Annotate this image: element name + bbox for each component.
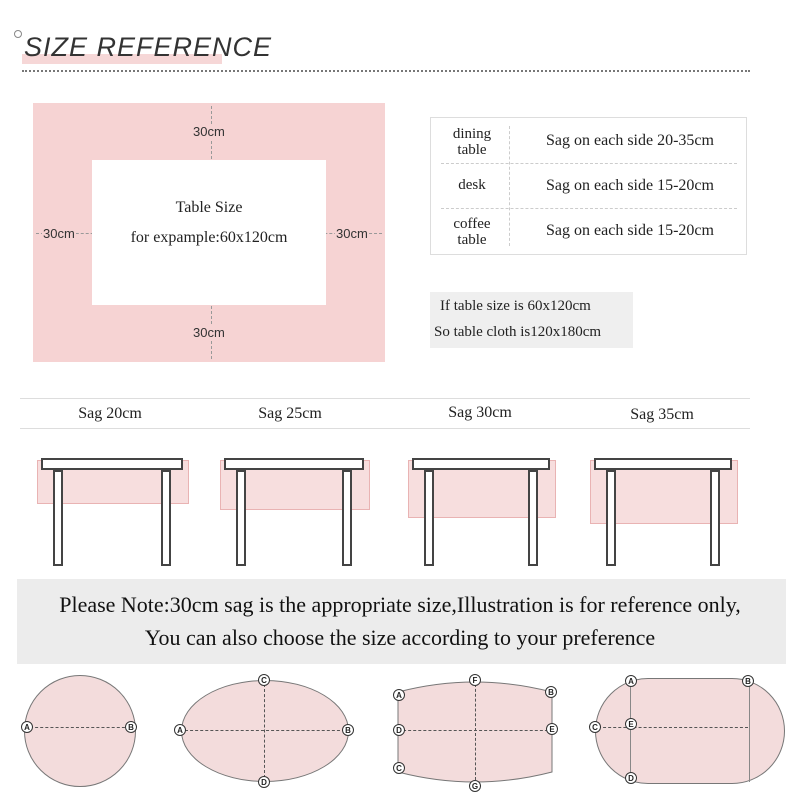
title-bullet-icon — [14, 30, 22, 38]
example-box — [430, 292, 633, 348]
marker-c: C — [589, 721, 601, 733]
sag-band-top-border — [20, 398, 750, 399]
table-leg — [424, 470, 434, 566]
table-top — [41, 458, 183, 470]
table-row — [431, 118, 746, 163]
marker-a: A — [174, 724, 186, 736]
table-leg — [342, 470, 352, 566]
table-illustration-sag-30 — [408, 456, 560, 568]
left-measure-label: 30cm — [43, 226, 75, 241]
length-line — [185, 730, 345, 731]
table-top — [224, 458, 364, 470]
width-line — [264, 684, 265, 778]
table-row — [431, 163, 746, 208]
oblong-tablecloth-shape — [595, 678, 785, 784]
left-arc-boundary — [630, 680, 631, 782]
row-type-line1: desk — [458, 177, 486, 193]
table-leg — [161, 470, 171, 566]
row-type-line2: table — [457, 142, 487, 158]
table-size-example: for expample:60x120cm — [92, 229, 326, 247]
marker-a: A — [21, 721, 33, 733]
table-top — [412, 458, 550, 470]
marker-e: E — [625, 718, 637, 730]
example-line2: So table cloth is120x180cm — [434, 324, 602, 340]
sag-band-bottom-border — [20, 428, 750, 429]
row-description: Sag on each side 20-35cm — [546, 132, 714, 149]
table-leg — [236, 470, 246, 566]
marker-g: G — [469, 780, 481, 792]
marker-a: A — [625, 675, 637, 687]
note-line2: You can also choose the size according to your preference — [144, 625, 656, 650]
table-row — [431, 208, 746, 253]
round-tablecloth-shape — [24, 675, 136, 787]
top-measure-label: 30cm — [193, 124, 225, 139]
marker-e: E — [546, 723, 558, 735]
marker-b: B — [342, 724, 354, 736]
sag-label-20: Sag 20cm — [78, 405, 142, 422]
sag-label-35: Sag 35cm — [630, 406, 694, 423]
table-illustration-sag-25 — [220, 456, 372, 568]
sag-label-25: Sag 25cm — [258, 405, 322, 422]
page-title: SIZE REFERENCE — [24, 32, 273, 62]
row-description: Sag on each side 15-20cm — [546, 222, 714, 239]
note-line1: Please Note:30cm sag is the appropriate size,Illustration is for reference only, — [59, 592, 741, 617]
table-top — [594, 458, 732, 470]
table-illustration-sag-35 — [590, 456, 742, 568]
example-line1: If table size is 60x120cm — [440, 298, 591, 314]
width-line — [475, 684, 476, 780]
marker-c: C — [258, 674, 270, 686]
marker-a: A — [393, 689, 405, 701]
sag-label-30: Sag 30cm — [448, 404, 512, 421]
title-divider — [22, 70, 750, 72]
marker-d: D — [258, 776, 270, 788]
marker-d: D — [625, 772, 637, 784]
row-type-line2: table — [457, 232, 487, 248]
table-size-label: Table Size — [175, 199, 243, 216]
marker-f: F — [469, 674, 481, 686]
marker-c: C — [393, 762, 405, 774]
marker-d: D — [393, 724, 405, 736]
row-type-line1: dining — [452, 126, 492, 142]
marker-b: B — [545, 686, 557, 698]
table-leg — [53, 470, 63, 566]
oval-tablecloth-shape — [181, 680, 349, 782]
table-leg — [528, 470, 538, 566]
table-leg — [606, 470, 616, 566]
marker-b: B — [125, 721, 137, 733]
table-leg — [710, 470, 720, 566]
right-arc-boundary — [749, 680, 750, 782]
right-measure-label: 30cm — [336, 226, 368, 241]
length-line — [598, 727, 748, 728]
sag-reference-table — [430, 117, 747, 255]
row-description: Sag on each side 15-20cm — [546, 177, 714, 194]
table-illustration-sag-20 — [37, 456, 189, 568]
row-type-line1: coffee — [453, 216, 491, 232]
bottom-measure-label: 30cm — [193, 325, 225, 340]
marker-b: B — [742, 675, 754, 687]
diameter-line — [30, 727, 130, 728]
